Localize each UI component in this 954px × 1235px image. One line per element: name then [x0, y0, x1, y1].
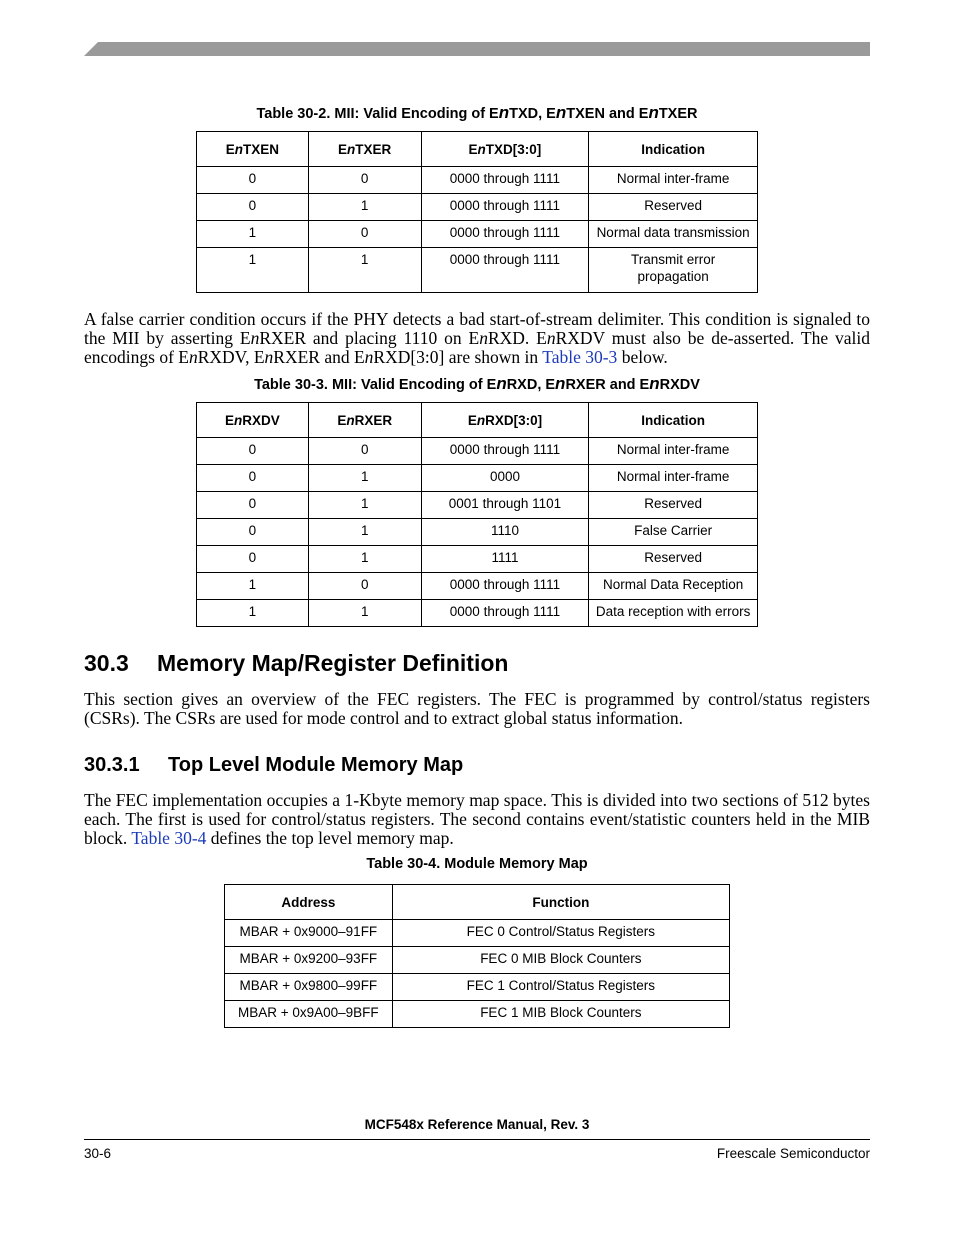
table-row	[225, 974, 730, 1001]
section-title: Top Level Module Memory Map	[168, 754, 464, 776]
table-30-3	[196, 402, 758, 627]
table-cell: Normal Data Reception	[589, 573, 758, 600]
table-cell: 1	[308, 519, 421, 546]
table-30-3-caption: Table 30-3. MII: Valid Encoding of EnRXD, EnRXER and EnRXDV	[254, 374, 700, 393]
table-cell: 0000 through 1111	[421, 194, 589, 221]
table-header-row	[197, 132, 758, 167]
table-row	[225, 920, 730, 947]
table-cell: MBAR + 0x9A00–9BFF	[225, 1001, 393, 1028]
table-row	[197, 248, 758, 293]
table-cell: 0000 through 1111	[421, 600, 589, 627]
paragraph-section-30-3: This section gives an overview of the FEC registers. The FEC is programmed by control/status registers (CSRs). The CSRs are used for mode control and to extract global status information.	[84, 689, 870, 728]
table-cell: 0	[308, 221, 421, 248]
column-header: Function	[392, 885, 729, 920]
table-cell: 1110	[421, 519, 589, 546]
table-cell: 0	[197, 438, 309, 465]
table-cell: 0000 through 1111	[421, 248, 589, 293]
table-cell: 1	[308, 600, 421, 627]
column-header: EnTXEN	[197, 132, 309, 167]
table-cell: Reserved	[589, 492, 758, 519]
header-bar	[84, 42, 870, 56]
table-row	[197, 438, 758, 465]
table-cell: 1	[308, 546, 421, 573]
column-header: Indication	[589, 403, 758, 438]
header-bar-graphic	[84, 42, 870, 56]
table-30-2-caption: Table 30-2. MII: Valid Encoding of EnTXD, EnTXEN and EnTXER	[256, 103, 698, 122]
table-cell: Normal inter-frame	[589, 167, 758, 194]
table-cell: Transmit error propagation	[589, 248, 758, 293]
table-cell: 0	[197, 492, 309, 519]
column-header: Indication	[589, 132, 758, 167]
footer-company: Freescale Semiconductor	[716, 1146, 870, 1161]
table-cell: 0001 through 1101	[421, 492, 589, 519]
table-cell: 0000 through 1111	[421, 573, 589, 600]
table-cell: 1	[197, 221, 309, 248]
table-cell: FEC 0 Control/Status Registers	[392, 920, 729, 947]
table-cell: 0	[197, 546, 309, 573]
table-row	[197, 465, 758, 492]
table-cell: 0	[197, 194, 309, 221]
table-cell: MBAR + 0x9800–99FF	[225, 974, 393, 1001]
section-number: 30.3	[84, 650, 129, 676]
table-cell: FEC 1 MIB Block Counters	[392, 1001, 729, 1028]
table-header-row	[225, 885, 730, 920]
table-row	[225, 947, 730, 974]
table-cell: 0	[308, 438, 421, 465]
table-row	[197, 221, 758, 248]
table-row	[197, 492, 758, 519]
table-cell: 0000 through 1111	[421, 167, 589, 194]
section-title: Memory Map/Register Definition	[157, 650, 509, 676]
table-cell: Normal data transmission	[589, 221, 758, 248]
table-header-row	[197, 403, 758, 438]
column-header: EnRXDV	[197, 403, 309, 438]
table-row	[197, 573, 758, 600]
table-30-2	[196, 131, 758, 293]
table-cell: 1	[308, 248, 421, 293]
column-header: EnRXD[3:0]	[421, 403, 589, 438]
table-cell: 1111	[421, 546, 589, 573]
page-number: 30-6	[84, 1146, 112, 1161]
table-30-4-caption: Table 30-4. Module Memory Map	[366, 856, 588, 872]
table-cell: 1	[197, 573, 309, 600]
table-cell: 0	[197, 465, 309, 492]
table-cell: Reserved	[589, 194, 758, 221]
table-cell: 0	[308, 573, 421, 600]
column-header: EnRXER	[308, 403, 421, 438]
table-cell: FEC 1 Control/Status Registers	[392, 974, 729, 1001]
table-cell: 0000	[421, 465, 589, 492]
table-cell: MBAR + 0x9200–93FF	[225, 947, 393, 974]
paragraph-false-carrier: A false carrier condition occurs if the PHY detects a bad start-of-stream delimiter. This condition is signaled to the MII by asserting EnRXER and placing 1110 on EnRXD. EnRXDV must also be de-asserted. The valid encodings of EnRXDV, EnRXER and EnRXD[3:0] are shown in Table 30-3 below.	[84, 309, 870, 367]
table-cell: False Carrier	[589, 519, 758, 546]
table-row	[197, 519, 758, 546]
table-cell: 1	[197, 248, 309, 293]
table-row	[197, 600, 758, 627]
footer-title: MCF548x Reference Manual, Rev. 3	[364, 1117, 590, 1132]
table-cell: 0	[197, 519, 309, 546]
table-cell: 1	[308, 465, 421, 492]
table-cell: 1	[308, 194, 421, 221]
table-cell: 1	[197, 600, 309, 627]
table-cell: MBAR + 0x9000–91FF	[225, 920, 393, 947]
table-row	[225, 1001, 730, 1028]
table-cell: Data reception with errors	[589, 600, 758, 627]
table-30-3-link[interactable]: Table 30-3	[542, 347, 618, 367]
table-cell: 1	[308, 492, 421, 519]
table-cell: 0000 through 1111	[421, 438, 589, 465]
section-heading-30-3-1	[84, 754, 463, 777]
table-cell: 0	[308, 167, 421, 194]
paragraph-section-30-3-1: The FEC implementation occupies a 1-Kbyte memory map space. This is divided into two sections of 512 bytes each. The first is used for control/status registers. The second contains event/statistic counters held in the MIB block. Table 30-4 defines the top level memory map.	[84, 790, 870, 848]
table-cell: FEC 0 MIB Block Counters	[392, 947, 729, 974]
table-row	[197, 546, 758, 573]
column-header: Address	[225, 885, 393, 920]
section-heading-30-3	[84, 650, 508, 677]
table-cell: Normal inter-frame	[589, 465, 758, 492]
table-cell: Normal inter-frame	[589, 438, 758, 465]
column-header: EnTXER	[308, 132, 421, 167]
section-number: 30.3.1	[84, 754, 140, 776]
table-cell: Reserved	[589, 546, 758, 573]
table-row	[197, 194, 758, 221]
table-30-4-link[interactable]: Table 30-4	[131, 828, 207, 848]
table-cell: 0	[197, 167, 309, 194]
table-row	[197, 167, 758, 194]
table-cell: 0000 through 1111	[421, 221, 589, 248]
footer-divider	[84, 1139, 870, 1140]
column-header: EnTXD[3:0]	[421, 132, 589, 167]
table-30-4	[224, 884, 730, 1028]
